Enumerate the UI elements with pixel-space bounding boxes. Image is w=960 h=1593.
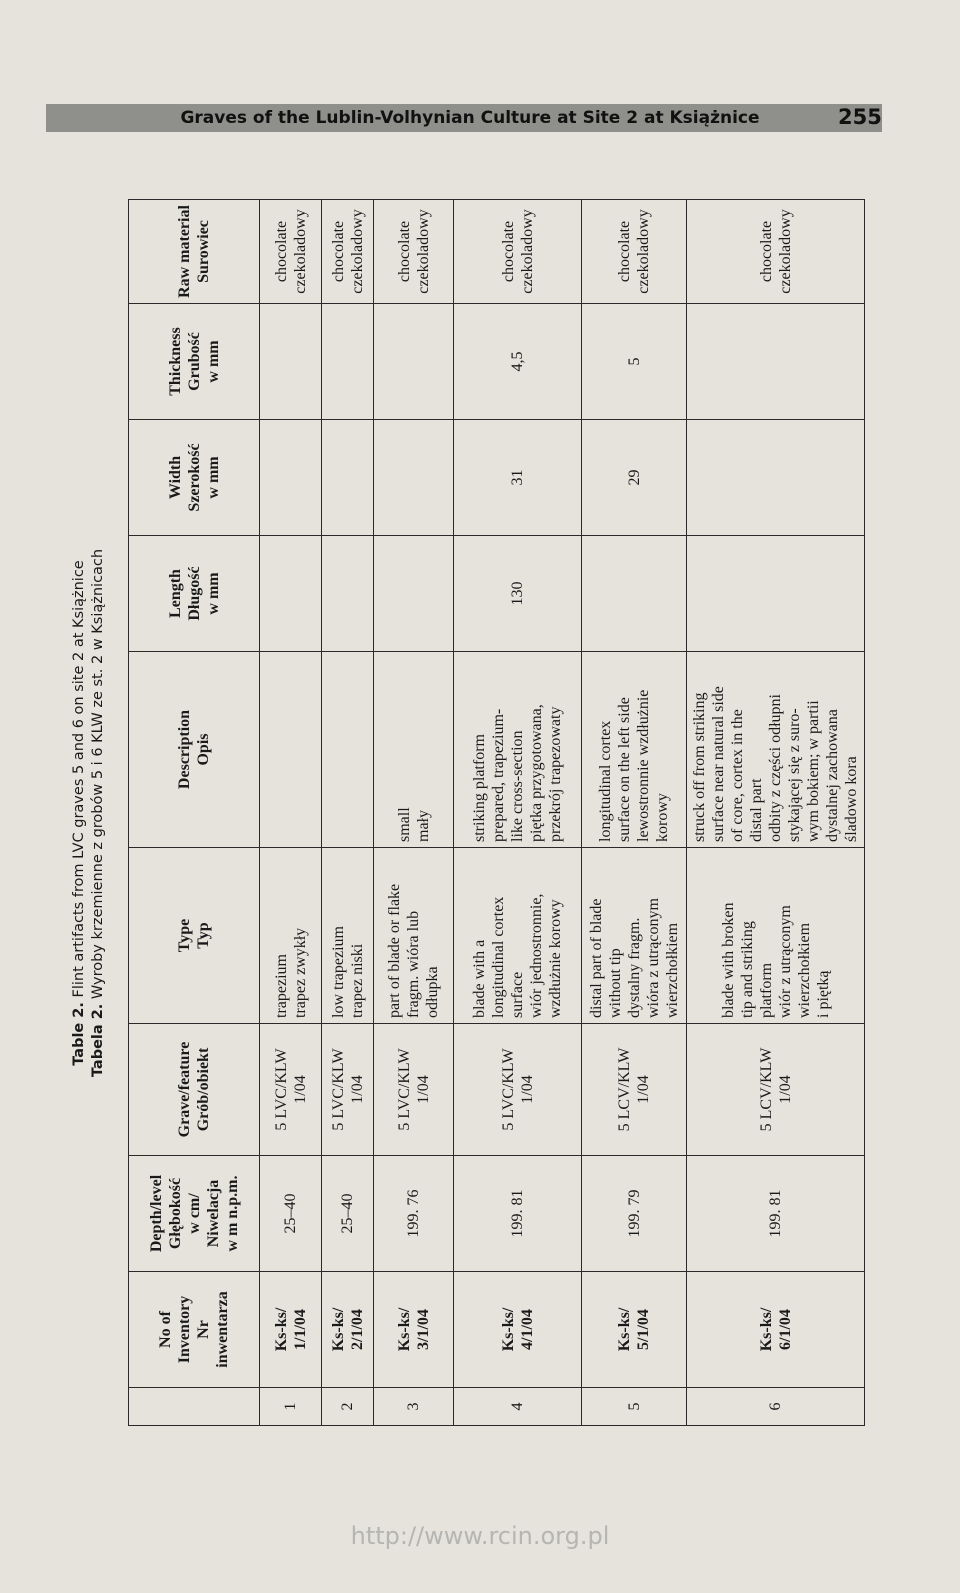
header-line: w mm — [204, 340, 222, 383]
inventory-number-line: 4/1/04 — [518, 1309, 536, 1350]
inventory-number-cell — [260, 1272, 322, 1388]
grave-feature-cell — [374, 1024, 454, 1156]
depth-cell: 199. 81 — [687, 1156, 865, 1272]
header-line: Description — [176, 709, 193, 790]
header-line: Typ — [195, 922, 212, 949]
type-cell — [582, 848, 687, 1024]
type-line: wióra z utrąconym — [644, 898, 662, 1018]
header-line: w mm — [204, 572, 222, 615]
type-cell — [454, 848, 582, 1024]
description-cell — [454, 652, 582, 848]
type-line: distal part of blade — [587, 898, 605, 1018]
depth-cell: 25–40 — [260, 1156, 322, 1272]
width-cell — [374, 420, 454, 536]
col-length-header — [129, 536, 260, 652]
row-index-cell: 1 — [260, 1388, 322, 1426]
col-width-header — [129, 420, 260, 536]
inventory-number-cell — [322, 1272, 374, 1388]
type-line: i piętką — [814, 970, 832, 1018]
type-cell — [374, 848, 454, 1024]
raw-material-cell — [582, 200, 687, 304]
caption-english-label: Table 2. — [71, 1002, 87, 1066]
inventory-number-line: Ks-ks/ — [616, 1307, 633, 1352]
thickness-cell: 4,5 — [454, 304, 582, 420]
description-cell — [374, 652, 454, 848]
header-line: Inventory — [176, 1295, 193, 1364]
caption-polish — [90, 549, 106, 1077]
depth-cell: 25–40 — [322, 1156, 374, 1272]
raw-material-cell — [260, 200, 322, 304]
header-line: Type — [176, 918, 193, 953]
description-line: striking platform — [471, 734, 488, 842]
raw-material-line: czekoladowy — [776, 209, 794, 294]
raw-material-cell — [687, 200, 865, 304]
raw-material-line: chocolate — [499, 220, 517, 283]
header-line: No of — [157, 1311, 174, 1348]
header-line: Nr — [195, 1320, 212, 1339]
type-line: wierzchołkiem — [663, 922, 681, 1018]
type-line: blade with broken — [719, 902, 737, 1018]
grave-feature-line: 5 LVC/KLW — [395, 1048, 413, 1131]
grave-feature-line: 5 LVC/KLW — [272, 1048, 290, 1131]
thickness-cell — [322, 304, 374, 420]
type-line: wzdłużnie korowy — [547, 899, 564, 1018]
type-line: tip and striking — [738, 921, 756, 1018]
raw-material-line: czekoladowy — [518, 209, 536, 294]
col-depth-header — [129, 1156, 260, 1272]
table-caption — [50, 200, 126, 1426]
description-line: stykającej się z suro- — [786, 708, 803, 842]
header-line: Depth/level — [147, 1174, 165, 1253]
header-line: w cm/ — [185, 1193, 203, 1234]
width-cell: 29 — [582, 420, 687, 536]
table-body — [260, 200, 865, 1426]
length-cell — [260, 536, 322, 652]
header-line: Długość — [185, 566, 203, 621]
grave-feature-cell — [454, 1024, 582, 1156]
grave-feature-line: 1/04 — [291, 1075, 309, 1104]
header-line: Grubość — [185, 332, 203, 391]
width-cell — [260, 420, 322, 536]
grave-feature-line: 5 LCV/KLW — [757, 1047, 775, 1132]
type-line: trapez niski — [348, 943, 366, 1018]
col-raw-material-header — [129, 200, 260, 304]
header-line: Length — [166, 569, 184, 618]
type-line: odłupka — [424, 966, 441, 1018]
thickness-cell: 5 — [582, 304, 687, 420]
grave-feature-cell — [260, 1024, 322, 1156]
header-line: Grave/feature — [176, 1041, 193, 1138]
table-row — [582, 200, 687, 1426]
length-cell — [687, 536, 865, 652]
caption-english-text: Flint artifacts from LVC graves 5 and 6 on site 2 at Książnice — [71, 560, 87, 998]
row-index-cell: 5 — [582, 1388, 687, 1426]
raw-material-line: chocolate — [616, 220, 633, 283]
footer-url: http://www.rcin.org.pl — [350, 1522, 610, 1550]
inventory-number-line: Ks-ks/ — [329, 1307, 347, 1352]
description-line: small — [395, 807, 413, 842]
grave-feature-line: 5 LVC/KLW — [499, 1048, 517, 1131]
running-title: Graves of the Lublin-Volhynian Culture at Site 2 at Książnice — [180, 108, 760, 128]
grave-feature-line: 1/04 — [518, 1075, 536, 1104]
inventory-number-cell — [582, 1272, 687, 1388]
header-line: Surowiec — [195, 220, 212, 283]
description-line: surface on the left side — [616, 697, 633, 842]
description-line: prepared, trapezium- — [490, 708, 507, 842]
description-line: mały — [414, 810, 432, 842]
col-grave-header — [129, 1024, 260, 1156]
type-line: fragm. wióra lub — [405, 910, 422, 1018]
type-line: platform — [757, 962, 775, 1018]
grave-feature-cell — [582, 1024, 687, 1156]
grave-feature-line: 5 LVC/KLW — [329, 1048, 347, 1131]
col-inventory-header — [129, 1272, 260, 1388]
inventory-number-line: Ks-ks/ — [757, 1307, 775, 1352]
table-row — [454, 200, 582, 1426]
type-line: low trapezium — [329, 926, 347, 1018]
col-description-header — [129, 652, 260, 848]
width-cell — [687, 420, 865, 536]
raw-material-line: czekoladowy — [635, 209, 652, 294]
inventory-number-line: Ks-ks/ — [272, 1307, 290, 1352]
row-index-cell: 3 — [374, 1388, 454, 1426]
inventory-number-cell — [687, 1272, 865, 1388]
raw-material-line: czekoladowy — [291, 209, 309, 294]
description-line: odbity z części odłupni — [767, 694, 784, 842]
description-line: wym bokiem; w partii — [805, 700, 822, 842]
table-row — [687, 200, 865, 1426]
width-cell: 31 — [454, 420, 582, 536]
caption-english — [70, 200, 89, 1426]
depth-cell: 199. 81 — [454, 1156, 582, 1272]
row-index-cell: 2 — [322, 1388, 374, 1426]
inventory-number-line: 1/1/04 — [291, 1309, 309, 1350]
table-header-row — [129, 200, 260, 1426]
header-line: Niwelacja — [204, 1179, 222, 1248]
row-index-cell: 6 — [687, 1388, 865, 1426]
description-cell — [260, 652, 322, 848]
description-cell — [582, 652, 687, 848]
type-line: surface — [509, 971, 526, 1018]
type-line: part of blade or flake — [386, 883, 403, 1018]
table-row — [374, 200, 454, 1426]
description-line: dystalnej zachowana — [824, 709, 841, 842]
grave-feature-cell — [322, 1024, 374, 1156]
depth-cell: 199. 79 — [582, 1156, 687, 1272]
type-line: wiór jednostronnie, — [528, 893, 545, 1018]
length-cell — [374, 536, 454, 652]
inventory-number-line: Ks-ks/ — [499, 1307, 517, 1352]
description-line: piętka przygotowana, — [528, 704, 545, 842]
grave-feature-line: 5 LCV/KLW — [616, 1047, 633, 1132]
col-type-header — [129, 848, 260, 1024]
description-line: śladowo kora — [843, 756, 860, 842]
grave-feature-line: 1/04 — [776, 1075, 794, 1104]
type-line: trapez zwykły — [291, 927, 309, 1018]
raw-material-line: chocolate — [395, 220, 413, 283]
description-line: longitudinal cortex — [597, 720, 614, 842]
description-line: korowy — [654, 793, 671, 842]
type-cell — [260, 848, 322, 1024]
grave-feature-line: 1/04 — [348, 1075, 366, 1104]
description-line: przekrój trapezowaty — [547, 706, 564, 842]
inventory-number-line: 5/1/04 — [635, 1309, 652, 1350]
depth-cell: 199. 76 — [374, 1156, 454, 1272]
type-line: longitudinal cortex — [490, 896, 507, 1018]
col-index-header — [129, 1388, 260, 1426]
header-line: Width — [166, 455, 184, 500]
header-line: w m n.p.m. — [223, 1175, 241, 1252]
description-line: distal part — [748, 778, 765, 842]
type-line: wiór z utrąconym — [776, 905, 794, 1018]
type-cell — [687, 848, 865, 1024]
description-line: lewostronnie wzdłużnie — [635, 689, 652, 842]
thickness-cell — [374, 304, 454, 420]
type-line: wierzchołkiem — [795, 922, 813, 1018]
header-line: Opis — [195, 733, 212, 766]
length-cell — [582, 536, 687, 652]
description-line: struck off from striking — [691, 692, 708, 842]
inventory-number-cell — [454, 1272, 582, 1388]
grave-feature-cell — [687, 1024, 865, 1156]
inventory-number-cell — [374, 1272, 454, 1388]
grave-feature-line: 1/04 — [414, 1075, 432, 1104]
grave-feature-line: 1/04 — [635, 1075, 652, 1104]
header-line: inwentarza — [214, 1291, 231, 1368]
raw-material-line: czekoladowy — [414, 209, 432, 294]
flint-artifacts-table — [128, 199, 865, 1426]
header-line: w mm — [204, 456, 222, 499]
table-row — [322, 200, 374, 1426]
type-line: trapezium — [272, 954, 290, 1018]
raw-material-cell — [374, 200, 454, 304]
width-cell — [322, 420, 374, 536]
inventory-number-line: 2/1/04 — [348, 1309, 366, 1350]
header-line: Głębokość — [166, 1177, 184, 1250]
thickness-cell — [260, 304, 322, 420]
length-cell: 130 — [454, 536, 582, 652]
description-cell — [687, 652, 865, 848]
inventory-number-line: 3/1/04 — [414, 1309, 432, 1350]
description-line: of core, cortex in the — [729, 709, 746, 842]
raw-material-cell — [454, 200, 582, 304]
header-line: Raw material — [176, 205, 193, 298]
raw-material-line: czekoladowy — [348, 209, 366, 294]
description-line: like cross-section — [509, 730, 526, 842]
header-line: Thickness — [166, 327, 184, 396]
caption-polish-text: Wyroby krzemienne z grobów 5 i 6 KLW ze st. 2 w Książnicach — [90, 548, 106, 1000]
col-thickness-header — [129, 304, 260, 420]
header-line: Szerokość — [185, 443, 203, 512]
type-line: blade with a — [471, 939, 488, 1018]
raw-material-line: chocolate — [272, 220, 290, 283]
type-line: without tip — [606, 948, 624, 1018]
raw-material-line: chocolate — [757, 220, 775, 283]
header-line: Grób/obiekt — [195, 1047, 212, 1132]
caption-polish-label: Tabela 2. — [90, 1003, 106, 1078]
raw-material-cell — [322, 200, 374, 304]
inventory-number-line: Ks-ks/ — [395, 1307, 413, 1352]
row-index-cell: 4 — [454, 1388, 582, 1426]
description-cell — [322, 652, 374, 848]
type-line: dystalny fragm. — [625, 917, 643, 1018]
thickness-cell — [687, 304, 865, 420]
table-row — [260, 200, 322, 1426]
length-cell — [322, 536, 374, 652]
type-cell — [322, 848, 374, 1024]
rotated-table-area — [50, 200, 860, 1426]
raw-material-line: chocolate — [329, 220, 347, 283]
page-number: 255 — [838, 105, 882, 129]
inventory-number-line: 6/1/04 — [776, 1309, 794, 1350]
description-line: surface near natural side — [710, 686, 727, 842]
